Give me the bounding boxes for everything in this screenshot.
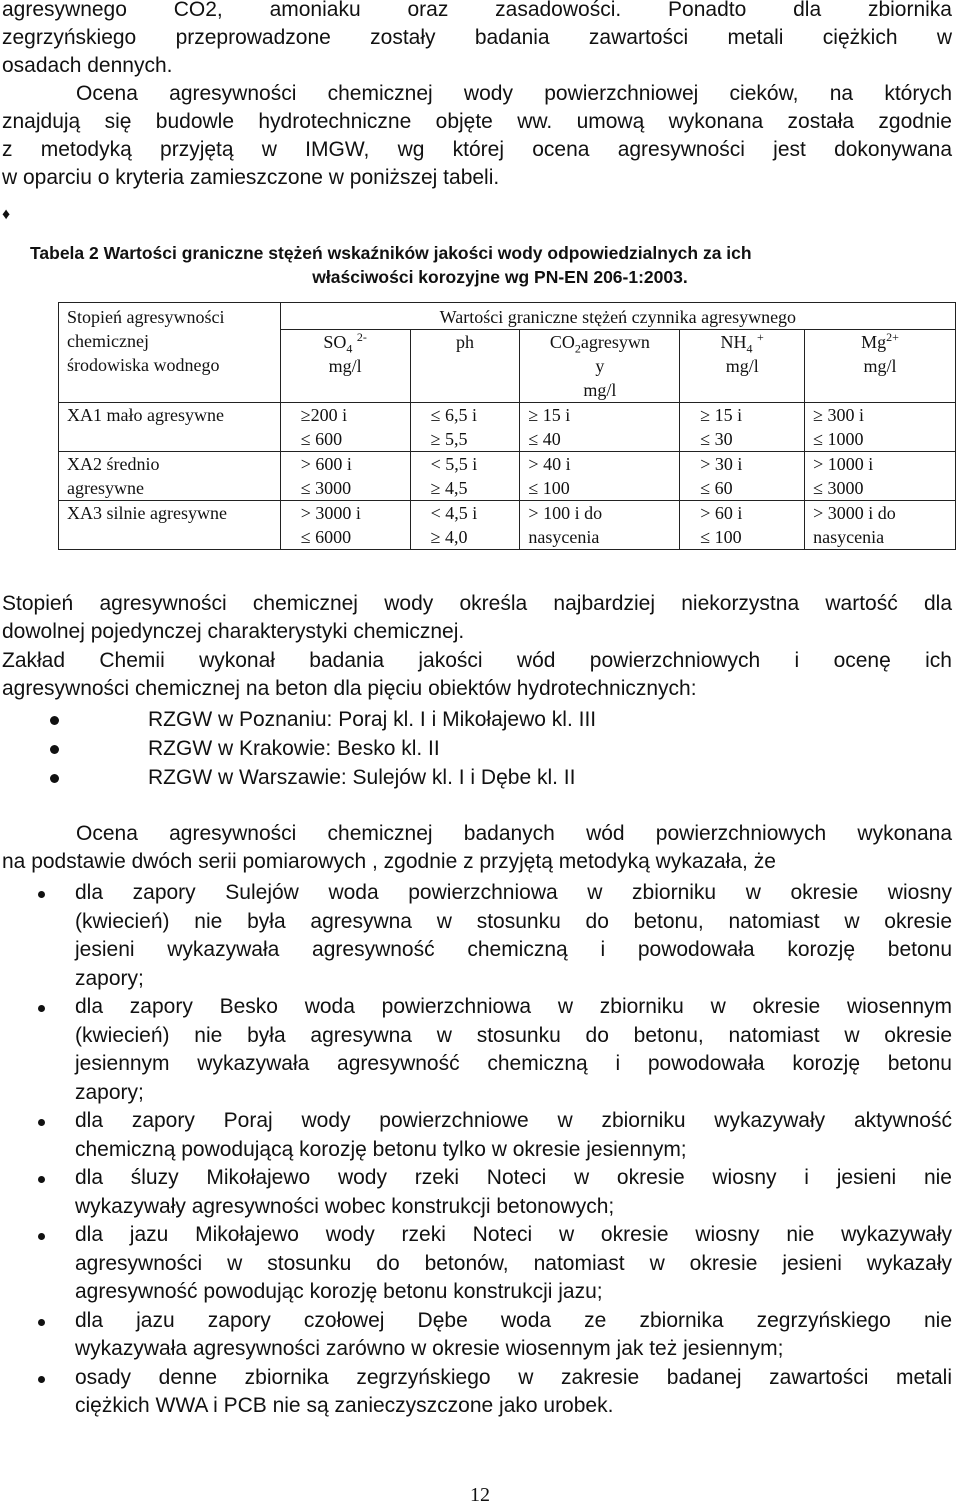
list-item xyxy=(0,763,900,792)
text-line: w oparciu o kryteria zamieszczone w poniższej tabeli. xyxy=(2,166,500,189)
text-line: Stopień agresywności chemicznej wody określa najbardziej niekorzystna wartość dla xyxy=(2,592,952,615)
list-line: jesieni wykazywała agresywność chemiczną i powodowała korozję betonu xyxy=(75,938,952,961)
aggressiveness-table xyxy=(58,302,956,550)
header-text: Stopień agresywności xyxy=(67,307,225,327)
list-line: (kwiecień) nie była agresywna w stosunku do betonu, natomiast w okresie xyxy=(75,1023,952,1047)
bullet-icon xyxy=(38,1376,45,1383)
cell-so4: > 3000 i ≤ 6000 xyxy=(280,501,410,550)
list-item-text: RZGW w Warszawie: Sulejów kl. I i Dębe kl. II xyxy=(148,766,576,789)
cell-so4: ≥200 i ≤ 600 xyxy=(280,403,410,452)
list-line: dla zapory Besko woda powierzchniowa w zbiorniku w okresie wiosennym xyxy=(75,995,952,1018)
intro-paragraph xyxy=(2,0,952,80)
degree-paragraph xyxy=(2,590,952,646)
list-line: (kwiecień) nie była agresywna w stosunku do betonu, natomiast w okresie xyxy=(75,909,952,933)
list-item xyxy=(0,1221,952,1307)
list-line: wykazywały agresywności wobec konstrukcji betonowych; xyxy=(75,1194,615,1218)
rzgw-list xyxy=(0,705,900,792)
text-line: Ocena agresywności chemicznej wody powierzchniowej cieków, na których xyxy=(76,82,952,105)
text-line: na podstawie dwóch serii pomiarowych , zgodnie z przyjętą metodyką wykazała, że xyxy=(2,850,776,873)
list-item xyxy=(0,993,952,1107)
list-line: agresywności w stosunku do betonów, natomiast w okresie jesieni wykazały xyxy=(75,1251,952,1275)
bullet-icon xyxy=(50,745,59,754)
list-line: wykazywała agresywności zarówno w okresie wiosennym jak też jesiennym; xyxy=(75,1337,784,1360)
list-line: dla jazu Mikołajewo wody rzeki Noteci w okresie wiosny nie wykazywały xyxy=(75,1223,952,1246)
table-row xyxy=(59,452,956,501)
result-paragraph xyxy=(2,820,952,876)
table-caption xyxy=(30,241,930,289)
list-item-text: RZGW w Poznaniu: Poraj kl. I i Mikołajewo kl. III xyxy=(148,708,597,731)
list-line: ciężkich WWA i PCB nie są zanieczyszczone jako urobek. xyxy=(75,1394,614,1417)
cell-ph: < 4,5 i ≥ 4,0 xyxy=(410,501,520,550)
stub-header xyxy=(59,303,281,403)
list-item xyxy=(0,879,952,993)
col-header-mg: $Mg^{2+}$ mg/l xyxy=(805,330,956,403)
list-line: dla zapory Poraj wody powierzchniowe w zbiorniku wykazywały aktywność xyxy=(75,1109,952,1132)
bullet-icon xyxy=(50,716,59,725)
cell-ph: < 5,5 i ≥ 4,5 xyxy=(410,452,520,501)
row-label: XA2 średnio agresywne xyxy=(59,452,281,501)
cell-nh4: > 60 i ≤ 100 xyxy=(680,501,805,550)
col-header-co2: $CO_2agresywn$ y mg/l xyxy=(520,330,680,403)
col-header-ph xyxy=(410,330,520,403)
cell-co2: ≥ 15 i ≤ 40 xyxy=(520,403,680,452)
list-line: zapory; xyxy=(75,966,144,990)
cell-mg: ≥ 300 i ≤ 1000 xyxy=(805,403,956,452)
unit-label: mg/l xyxy=(583,380,617,400)
list-line: osady denne zbiornika zegrzyńskiego w zakresie badanej zawartości metali xyxy=(75,1365,952,1389)
header-text: środowiska wodnego xyxy=(67,355,220,375)
text-line: dowolnej pojedynczej charakterystyki chemicznej. xyxy=(2,620,465,643)
list-item xyxy=(0,1307,952,1364)
bullet-icon xyxy=(38,1176,45,1183)
row-label: XA1 mało agresywne xyxy=(59,403,281,452)
bullet-icon xyxy=(50,774,59,783)
bullet-icon xyxy=(38,891,45,898)
row-label: XA3 silnie agresywne xyxy=(59,501,281,550)
page-number: 12 xyxy=(470,1484,490,1506)
lab-paragraph xyxy=(2,647,952,703)
text-line: zegrzyńskiego przeprowadzone zostały badania zawartości metali ciężkich w xyxy=(2,26,952,49)
bullet-icon xyxy=(38,1233,45,1240)
cell-nh4: > 30 i ≤ 60 xyxy=(680,452,805,501)
cell-mg: > 3000 i do nasycenia xyxy=(805,501,956,550)
findings-list xyxy=(0,879,952,1421)
text-line: agresywności chemicznej na beton dla pięciu obiektów hydrotechnicznych: xyxy=(2,677,697,700)
unit-label: mg/l xyxy=(328,356,362,376)
list-line: agresywność powodując korozję betonu konstrukcji jazu; xyxy=(75,1280,603,1303)
table-row xyxy=(59,501,956,550)
text-line: osadach dennych. xyxy=(2,54,173,77)
col-header-nh4: $NH_4$ + mg/l xyxy=(680,330,805,403)
cell-co2: > 100 i do nasycenia xyxy=(520,501,680,550)
list-item-text: RZGW w Krakowie: Besko kl. II xyxy=(148,737,440,760)
header-text: chemicznej xyxy=(67,331,149,351)
list-item xyxy=(0,1164,952,1221)
caption-line: Tabela 2 Wartości graniczne stężeń wskaźników jakości wody odpowiedzialnych za ich xyxy=(30,243,752,263)
caption-line: właściwości korozyjne wg PN-EN 206-1:2003. xyxy=(312,267,688,287)
text-line: Ocena agresywności chemicznej badanych wód powierzchniowych wykonana xyxy=(76,822,952,845)
list-line: dla jazu zapory czołowej Dębe woda ze zbiornika zegrzyńskiego nie xyxy=(75,1308,952,1332)
bullet-icon xyxy=(38,1119,45,1126)
text-line: Zakład Chemii wykonał badania jakości wód powierzchniowych i ocenę ich xyxy=(2,649,952,672)
cell-ph: ≤ 6,5 i ≥ 5,5 xyxy=(410,403,520,452)
header-text: ph xyxy=(456,332,474,352)
list-item xyxy=(0,705,900,734)
method-paragraph xyxy=(2,80,952,192)
cell-so4: > 600 i ≤ 3000 xyxy=(280,452,410,501)
list-item xyxy=(0,1107,952,1164)
list-line: dla zapory Sulejów woda powierzchniowa w zbiorniku w okresie wiosny xyxy=(75,881,952,904)
list-line: chemiczną powodującą korozję betonu tylko w okresie jesiennym; xyxy=(75,1137,687,1161)
bullet-icon xyxy=(38,1005,45,1012)
cell-co2: > 40 i ≤ 100 xyxy=(520,452,680,501)
list-item xyxy=(0,1364,952,1421)
list-item xyxy=(0,734,900,763)
list-line: zapory; xyxy=(75,1080,144,1104)
diamond-icon: ♦ xyxy=(2,206,11,223)
text-line: znajdują się budowle hydrotechniczne objęte ww. umową wykonana została zgodnie xyxy=(2,110,952,133)
group-header: Wartości graniczne stężeń czynnika agresywnego xyxy=(280,303,955,330)
unit-label: mg/l xyxy=(863,356,897,376)
cell-nh4: ≥ 15 i ≤ 30 xyxy=(680,403,805,452)
cell-mg: > 1000 i ≤ 3000 xyxy=(805,452,956,501)
table-row xyxy=(59,403,956,452)
list-line: dla śluzy Mikołajewo wody rzeki Noteci w okresie wiosny i jesieni nie xyxy=(75,1166,952,1189)
col-header-so4: $SO_4$ $^{2-}$ mg/l xyxy=(280,330,410,403)
unit-label: mg/l xyxy=(725,356,759,376)
text-line: agresywnego CO2, amoniaku oraz zasadowości. Ponadto dla zbiornika xyxy=(2,0,952,21)
bullet-icon xyxy=(38,1319,45,1326)
text-line: z metodyką przyjętą w IMGW, wg której ocena agresywności jest dokonywana xyxy=(2,138,952,161)
list-line: jesiennym wykazywała agresywność chemiczną i powodowała korozję betonu xyxy=(75,1052,952,1075)
